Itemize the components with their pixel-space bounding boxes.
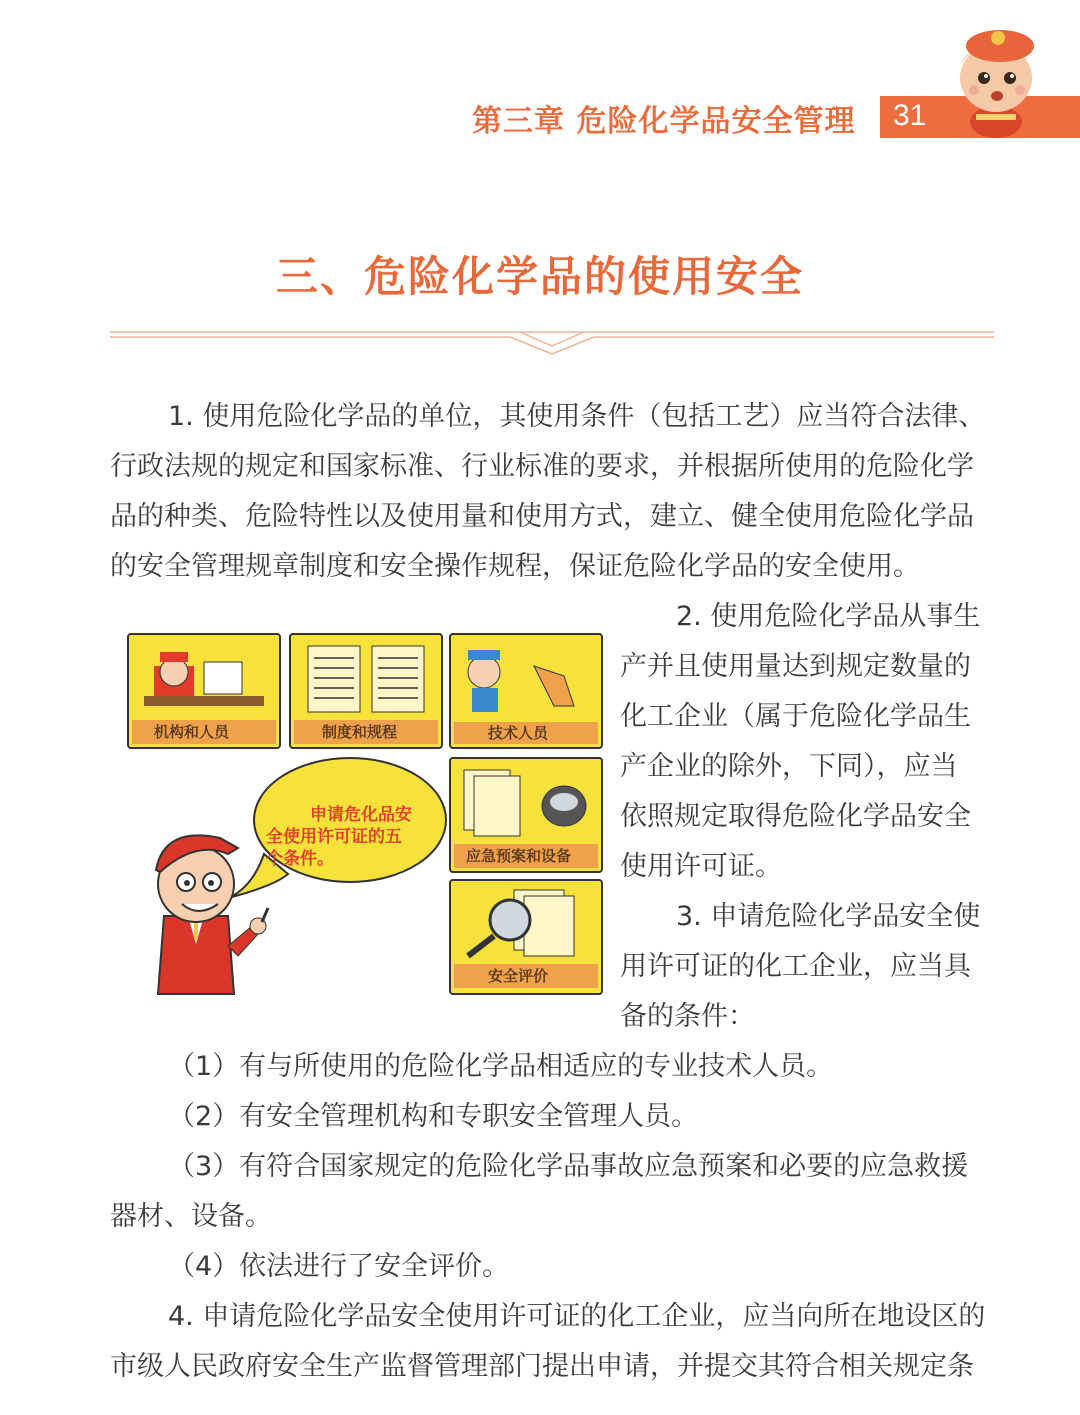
para3-line-2: 用许可证的化工企业，应当具 (620, 951, 971, 982)
para2-line-6: 使用许可证。 (620, 851, 782, 882)
panel-rules (290, 634, 442, 748)
para1-line-2: 行政法规的规定和国家标准、行业标准的要求，并根据所使用的危险化学 (110, 451, 974, 482)
condition-3: （3）有符合国家规定的危险化学品事故应急预案和必要的应急救援 (168, 1151, 969, 1182)
bubble-line-1: 申请危化品安 (310, 805, 412, 825)
speech-bubble (228, 758, 446, 898)
bubble-line-3: 个条件。 (266, 849, 334, 869)
para1-line-3: 品的种类、危险特性以及使用量和使用方式，建立、健全使用危险化学品 (110, 501, 974, 532)
para2-line-2: 产并且使用量达到规定数量的 (620, 651, 971, 682)
para3-line-3: 备的条件： (620, 1001, 755, 1032)
title-divider (110, 326, 994, 356)
para2-line-1: 2. 使用危险化学品从事生 (676, 601, 981, 632)
condition-4: （4）依法进行了安全评价。 (168, 1251, 510, 1282)
panel-technician (450, 634, 602, 748)
para2-line-4: 产企业的除外，下同），应当 (620, 751, 958, 782)
para2-line-3: 化工企业（属于危险化学品生 (620, 701, 971, 732)
para4-line-1: 4. 申请危险化学品安全使用许可证的化工企业，应当向所在地设区的 (168, 1301, 986, 1332)
para3-line-1: 3. 申请危险化学品安全使 (676, 901, 981, 932)
firefighter-mascot-icon (938, 14, 1058, 138)
para1-line-1: 1. 使用危险化学品的单位，其使用条件（包括工艺）应当符合法律、 (168, 401, 986, 432)
para1-line-4: 的安全管理规章制度和安全操作规程，保证危险化学品的安全使用。 (110, 551, 920, 582)
para2-line-5: 依照规定取得危险化学品安全 (620, 801, 971, 832)
panel-label-technician: 技术人员 (488, 724, 549, 742)
panel-label-organization: 机构和人员 (154, 723, 230, 741)
para4-line-2: 市级人民政府安全生产监督管理部门提出申请，并提交其符合相关规定条 (110, 1351, 974, 1382)
condition-1: （1）有与所使用的危险化学品相适应的专业技术人员。 (168, 1051, 834, 1082)
section-title: 三、危险化学品的使用安全 (275, 252, 804, 301)
panel-label-emergency: 应急预案和设备 (466, 847, 572, 865)
pointing-man-icon (156, 835, 268, 994)
panel-emergency (450, 758, 602, 872)
panel-label-rules: 制度和规程 (322, 723, 398, 741)
condition-3-cont: 器材、设备。 (110, 1201, 272, 1232)
panel-assessment (450, 880, 602, 994)
five-conditions-illustration (124, 626, 614, 1002)
panel-label-assessment: 安全评价 (488, 967, 549, 985)
panel-organization (128, 634, 280, 748)
bubble-line-2: 全使用许可证的五 (266, 827, 402, 847)
condition-2: （2）有安全管理机构和专职安全管理人员。 (168, 1101, 699, 1132)
page-number: 31 (893, 99, 927, 132)
chapter-title: 第三章 危险化学品安全管理 (472, 104, 856, 139)
